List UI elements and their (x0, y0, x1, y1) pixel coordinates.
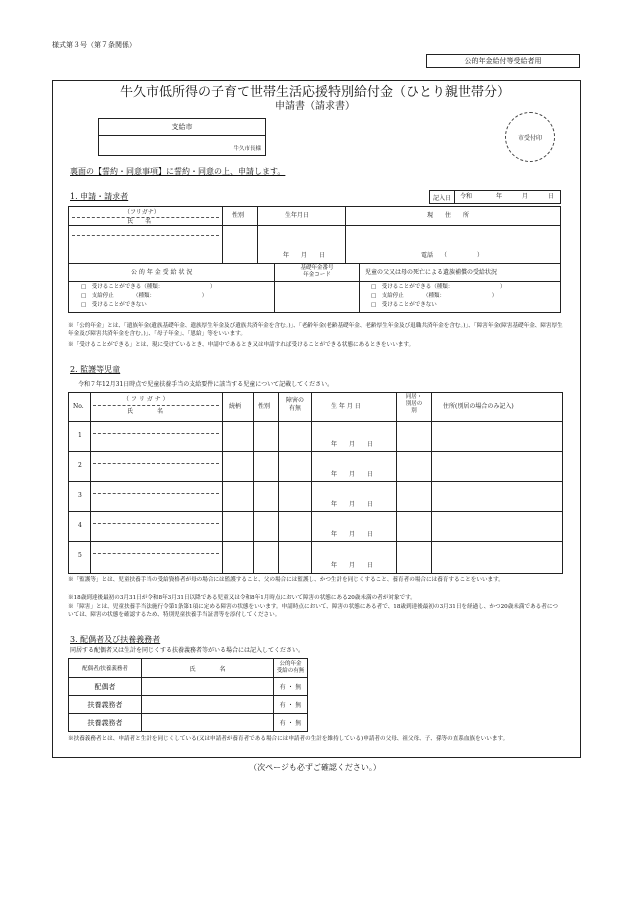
pension-yes-no[interactable]: 有 ・ 無 (279, 720, 302, 727)
sex-input[interactable] (223, 227, 256, 262)
applicant-name-input[interactable] (70, 227, 221, 262)
applicant-name-label: 氏 名 (127, 218, 152, 225)
child-dob[interactable]: 年 月 日 (331, 441, 374, 448)
section3-intro: 同居する配偶者又は生計を同じくする扶養義務者等がいる場合には記入してください。 (70, 647, 305, 654)
col-disability: 障害の 有無 (285, 397, 304, 412)
entry-date-month: 月 (522, 193, 529, 200)
section1-note-pension: ※「公的年金」とは、「遺族年金(遺族基礎年金、遺族厚生年金及び遺族共済年金を含む。)」、「老齢年金(老齢基礎年金、老齢厚生年金及び退職共済年金を含む。)」、「障害年金(障害基礎年金、障害厚生年金及び障害共済年金を含む。)」、「母子年金」、「恩給」等をいいます。 (68, 323, 563, 337)
form-number: 様式第３号（第７条関係） (52, 41, 136, 49)
child-dob[interactable]: 年 月 日 (331, 471, 374, 478)
section2-note-custody: ※「監護等」とは、児童扶養手当の受給資格者が母の場合には監護すること、父の場合には監護し、かつ生計を同じくすること、養育者の場合には養育することをいいます。 (68, 577, 504, 583)
pension-yes-no[interactable]: 有 ・ 無 (279, 702, 302, 709)
col-cohabitation: 同居・ 別居の 別 (405, 394, 423, 414)
child-dob[interactable]: 年 月 日 (331, 531, 374, 538)
form-title: 牛久市低所得の子育て世帯生活応援特別給付金（ひとり親世帯分） (119, 85, 510, 100)
child-dob[interactable]: 年 月 日 (331, 501, 374, 508)
mayor-label: 牛久市長様 (233, 146, 261, 152)
pension-code-input[interactable] (275, 282, 359, 312)
section1-note-receivable: ※「受けることができる」とは、現に受けているとき、申請中であるとき又は申請すれば受けることができる状態にあるときをいいます。 (68, 342, 415, 348)
col-dob: 生 年 月 日 (331, 403, 361, 410)
col-no: No. (73, 403, 84, 410)
child-row-no: 2 (78, 462, 82, 469)
entry-date-year: 年 (496, 193, 503, 200)
children-table (68, 392, 563, 574)
survivor-opt-suspended[interactable]: □ 支給停止 （種類： ） (371, 293, 498, 299)
row-dependent-obligor: 扶養義務者 (87, 718, 123, 727)
col-name: 氏 名 (127, 408, 164, 415)
pension-recipient-label: 公的年金給付等受給者用 (426, 54, 580, 68)
pledge-text: 裏面の【誓約・同意事項】に誓約・同意の上、申請します。 (70, 167, 286, 176)
col-dependent-name: 氏 名 (189, 665, 226, 673)
entry-date-era: 令和 (460, 193, 473, 200)
child-row-no: 1 (78, 432, 82, 439)
pension-code-label: 基礎年金番号 年金コード (300, 265, 334, 278)
applicant-table (68, 206, 561, 264)
footer-notice: （次ページも必ずご確認ください。） (249, 763, 381, 772)
phone-label: 電話 (421, 252, 434, 259)
dependents-table (68, 658, 308, 732)
dob-input[interactable]: 年 月 日 (283, 252, 326, 259)
pension-opt-none[interactable]: □ 受けることができない (81, 302, 147, 308)
recipient-label: 支給市 (99, 119, 265, 136)
row-spouse: 配偶者 (94, 682, 116, 691)
section3-heading: 3. 配偶者及び扶養義務者 (70, 635, 161, 644)
section3-note: ※扶養義務者とは、申請者と生計を同じくしている(又は申請者が養育者である場合には申請者の生計を維持している)申請者の父母、祖父母、子、孫等の直系血族をいいます。 (68, 736, 509, 742)
address-label: 現 住 所 (427, 212, 470, 219)
pension-yes-no[interactable]: 有 ・ 無 (279, 684, 302, 691)
dob-label: 生年月日 (285, 212, 310, 219)
entry-date-day: 日 (548, 193, 555, 200)
col-pension-yn: 公的年金 受給の有無 (276, 661, 305, 674)
section2-note-disability: ※「障害」とは、児童扶養手当法施行令第1条第1項に定める障害の状態をいいます。申請時点において、障害の状態にある者で、18歳到達後最初の3月31日を経過し、かつ20歳未満である者については、障害の状態を確認するため、特別児童扶養手当証書等を添付してください。 (68, 604, 558, 618)
applicant-furigana-label: （フリガナ） (124, 209, 160, 216)
section2-note-eligibility: ※18歳到達後最初の3月31日が令和8年3月31日以降である児童又は令和8年1月時点において障害の状態にある20歳未満の者が対象です。 (68, 595, 416, 601)
reception-stamp: 市受付印 (505, 112, 555, 162)
pension-status-table (68, 263, 561, 313)
row-dependent-obligor: 扶養義務者 (87, 700, 123, 709)
child-row-no: 4 (78, 522, 82, 529)
survivor-opt-none[interactable]: □ 受けることができない (371, 302, 437, 308)
entry-date[interactable] (429, 190, 561, 204)
col-sex: 性別 (258, 403, 271, 410)
pension-status-label: 公 的 年 金 受 給 状 況 (131, 269, 193, 276)
section1-heading: 1. 申請・請求者 (70, 192, 129, 201)
phone-input[interactable]: （ ） (441, 252, 484, 259)
col-furigana: （ フ リ ガ ナ ） (123, 396, 169, 403)
col-kind: 配偶者/扶養義務者 (82, 666, 128, 672)
child-dob[interactable]: 年 月 日 (331, 562, 374, 569)
form-subtitle: 申請書（請求書） (275, 101, 355, 112)
pension-opt-receivable[interactable]: □ 受けることができる（種類： ） (81, 284, 216, 290)
survivor-opt-receivable[interactable]: □ 受けることができる（種類： ） (371, 284, 506, 290)
col-relationship: 続柄 (229, 403, 242, 410)
child-row-no: 3 (78, 492, 82, 499)
section2-heading: 2. 監護等児童 (70, 365, 121, 374)
survivor-status-label: 児童の父又は母の死亡による遺族補償の受給状況 (365, 269, 498, 276)
section2-intro: 令和７年12月31日時点で児童扶養手当の支給要件に該当する児童について記載してください。 (78, 381, 334, 388)
col-address: 住所(別居の場合のみ記入) (443, 403, 514, 410)
child-row-no: 5 (78, 552, 82, 559)
sex-label: 性別 (232, 212, 245, 219)
recipient-box (98, 118, 266, 156)
pension-opt-suspended[interactable]: □ 支給停止 （種類： ） (81, 293, 208, 299)
entry-date-label: 記入日 (430, 191, 455, 203)
